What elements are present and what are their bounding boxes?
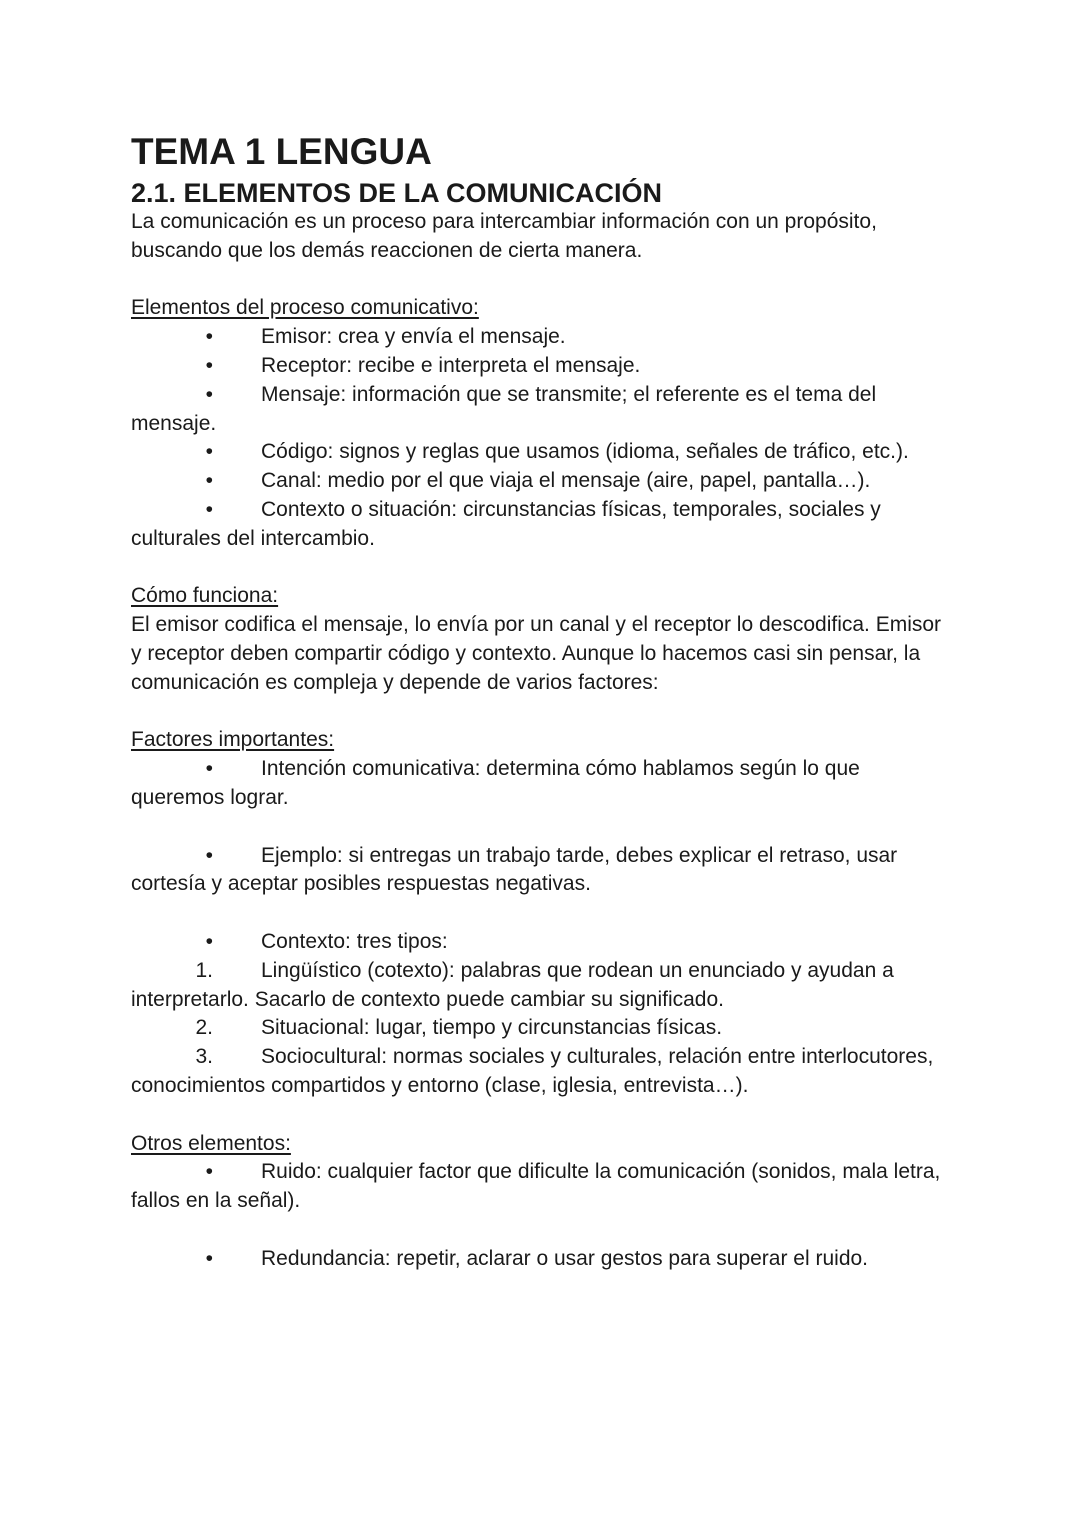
list-item: • Código: signos y reglas que usamos (idioma, señales de tráfico, etc.). — [131, 438, 951, 467]
list-item: • Ejemplo: si entregas un trabajo tarde, debes explicar el retraso, usar cortesía y aceptar posibles respuestas negativas. — [131, 843, 898, 896]
funciona-paragraph: El emisor codifica el mensaje, lo envía por un canal y el receptor lo descodifica. Emisor y receptor deben compartir código y contexto. Aunque lo hacemos casi sin pensar, la comunicación es compleja y depende de varios factores: — [131, 613, 942, 694]
list-item: • Receptor: recibe e interpreta el mensaje. — [131, 352, 951, 381]
heading-otros: Otros elementos: — [131, 1131, 291, 1155]
bullet-icon: • — [205, 497, 213, 521]
bullet-icon: • — [205, 757, 213, 781]
bullet-icon: • — [205, 325, 213, 349]
spacer — [131, 698, 951, 727]
intro-paragraph: La comunicación es un proceso para intercambiar información con un propósito, buscando que los demás reaccionen de cierta manera. — [131, 210, 877, 262]
spacer — [131, 899, 951, 928]
bullet-icon: • — [205, 1246, 213, 1270]
spacer — [131, 554, 951, 583]
heading-funciona: Cómo funciona: — [131, 584, 279, 608]
number-marker: 2. — [195, 1016, 213, 1040]
bullet-icon: • — [205, 1160, 213, 1184]
elementos-list — [131, 323, 951, 553]
heading-elementos: Elementos del proceso comunicativo: — [131, 296, 479, 320]
list-item: • Contexto: tres tipos: — [131, 928, 951, 957]
bullet-icon: • — [205, 843, 213, 867]
list-item: • Mensaje: información que se transmite; el referente es el tema del mensaje. — [131, 382, 877, 435]
number-marker: 3. — [195, 1045, 213, 1069]
numbered-item: 1. Lingüístico (cotexto): palabras que rodean un enunciado y ayudan a interpretarlo. Sacarlo de contexto puede cambiar su significado. — [131, 958, 894, 1011]
heading-factores: Factores importantes: — [131, 728, 335, 752]
bullet-icon: • — [205, 382, 213, 406]
numbered-item: 2. Situacional: lugar, tiempo y circunstancias físicas. — [131, 1014, 951, 1043]
list-item: • Redundancia: repetir, aclarar o usar gestos para superar el ruido. — [131, 1245, 951, 1274]
list-item: • Ruido: cualquier factor que dificulte la comunicación (sonidos, mala letra, fallos en la señal). — [131, 1160, 941, 1213]
bullet-icon: • — [205, 440, 213, 464]
list-item: • Contexto o situación: circunstancias físicas, temporales, sociales y culturales del intercambio. — [131, 497, 881, 550]
numbered-item: 3. Sociocultural: normas sociales y culturales, relación entre interlocutores, conocimientos compartidos y entorno (clase, iglesia, entrevista…). — [131, 1045, 934, 1097]
bullet-icon: • — [205, 929, 213, 953]
bullet-icon: • — [205, 353, 213, 377]
spacer — [131, 1101, 951, 1130]
list-item: • Emisor: crea y envía el mensaje. — [131, 323, 951, 352]
document-page — [131, 132, 951, 1273]
list-item: • Canal: medio por el que viaja el mensaje (aire, papel, pantalla…). — [131, 467, 951, 496]
spacer — [131, 1216, 951, 1245]
spacer — [131, 813, 951, 842]
section-title: 2.1. ELEMENTOS DE LA COMUNICACIÓN — [131, 178, 663, 208]
spacer — [131, 266, 951, 295]
list-item: • Intención comunicativa: determina cómo hablamos según lo que queremos lograr. — [131, 757, 860, 809]
page-title: TEMA 1 LENGUA — [131, 131, 432, 172]
bullet-icon: • — [205, 469, 213, 493]
number-marker: 1. — [195, 958, 213, 982]
